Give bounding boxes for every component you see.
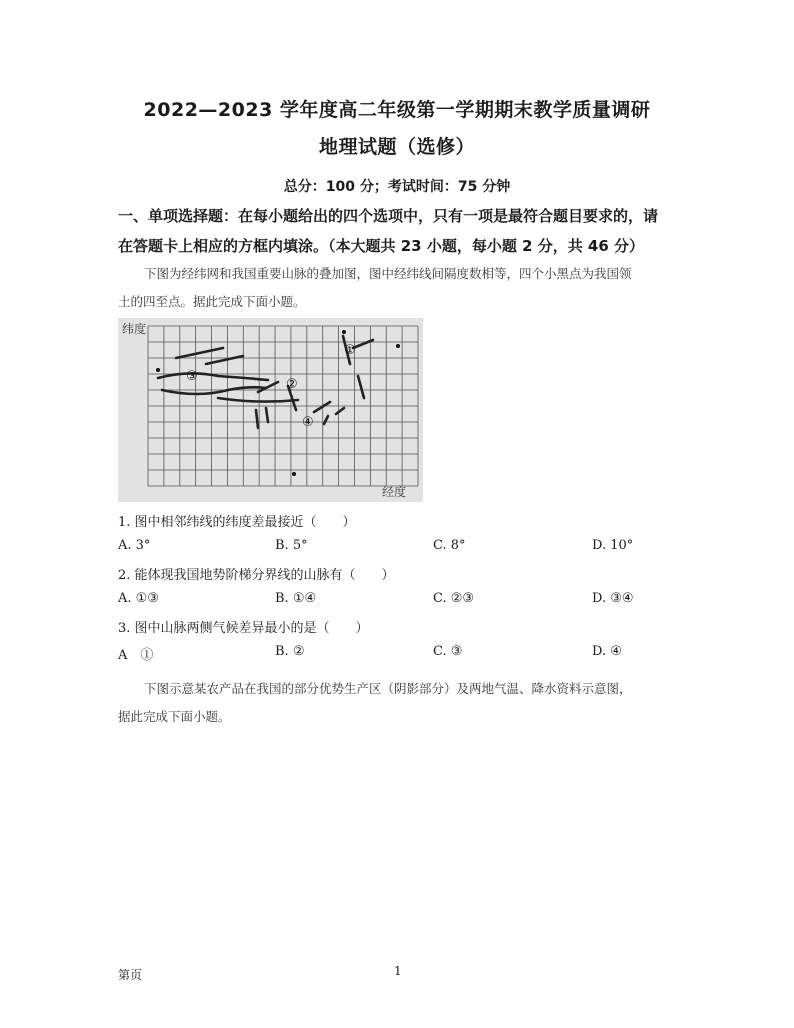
intro1-line1: 下图为经纬网和我国重要山脉的叠加图，图中经纬线间隔度数相等，四个小黑点为我国领 <box>144 266 632 281</box>
question-2-stem: 2. 能体现我国地势阶梯分界线的山脉有（ ） <box>118 568 395 583</box>
mountain-graticule-map <box>118 318 423 502</box>
q1-option-d[interactable]: D. 10° <box>592 538 634 553</box>
q1-option-a[interactable]: A. 3° <box>118 538 151 553</box>
intro-paragraph-2 <box>118 675 678 731</box>
map-figure <box>118 318 423 502</box>
q2-option-c[interactable]: C. ②③ <box>433 591 475 606</box>
footer-page-label: 第页 <box>118 968 143 982</box>
map-label-2: ② <box>286 377 298 392</box>
question-3-stem: 3. 图中山脉两侧气候差异最小的是（ ） <box>118 621 369 636</box>
map-ylabel: 纬度 <box>122 322 147 336</box>
section-heading <box>118 201 678 261</box>
map-label-3: ③ <box>186 369 198 384</box>
dot-west <box>156 368 160 372</box>
q3-option-c[interactable]: C. ③ <box>433 644 463 659</box>
exam-meta: 总分：100 分；考试时间：75 分钟 <box>283 179 511 195</box>
intro-paragraph-1 <box>118 260 678 316</box>
dot-north <box>342 330 346 334</box>
map-label-1: ① <box>344 343 356 358</box>
exam-title: 2022—2023 学年度高二年级第一学期期末教学质量调研 <box>143 99 651 121</box>
q1-option-c[interactable]: C. 8° <box>433 538 466 553</box>
section-heading-line2: 在答题卡上相应的方框内填涂。（本大题共 23 小题，每小题 2 分，共 46 分） <box>118 237 645 255</box>
exam-subtitle: 地理试题（选修） <box>318 136 475 158</box>
map-label-4: ④ <box>302 415 314 430</box>
q3-option-d[interactable]: D. ④ <box>592 644 622 659</box>
section-heading-line1: 一、单项选择题：在每小题给出的四个选项中，只有一项是最符合题目要求的，请 <box>118 207 659 225</box>
map-xlabel: 经度 <box>382 485 407 499</box>
q3-option-b[interactable]: B. ② <box>275 644 305 659</box>
intro1-line2: 土的四至点。据此完成下面小题。 <box>118 294 306 309</box>
dot-south <box>292 472 296 476</box>
q2-option-b[interactable]: B. ①④ <box>275 591 317 606</box>
dot-east <box>396 344 400 348</box>
q3-option-a[interactable]: A ① <box>118 648 154 663</box>
intro2-line2: 据此完成下面小题。 <box>118 709 231 724</box>
q2-option-d[interactable]: D. ③④ <box>592 591 634 606</box>
q2-option-a[interactable]: A. ①③ <box>118 591 159 606</box>
q1-option-b[interactable]: B. 5° <box>275 538 308 553</box>
footer-page-number: 1 <box>394 964 402 978</box>
intro2-line1: 下图示意某农产品在我国的部分优势生产区（阴影部分）及两地气温、降水资料示意图， <box>144 681 632 696</box>
question-1-stem: 1. 图中相邻纬线的纬度差最接近（ ） <box>118 515 356 530</box>
